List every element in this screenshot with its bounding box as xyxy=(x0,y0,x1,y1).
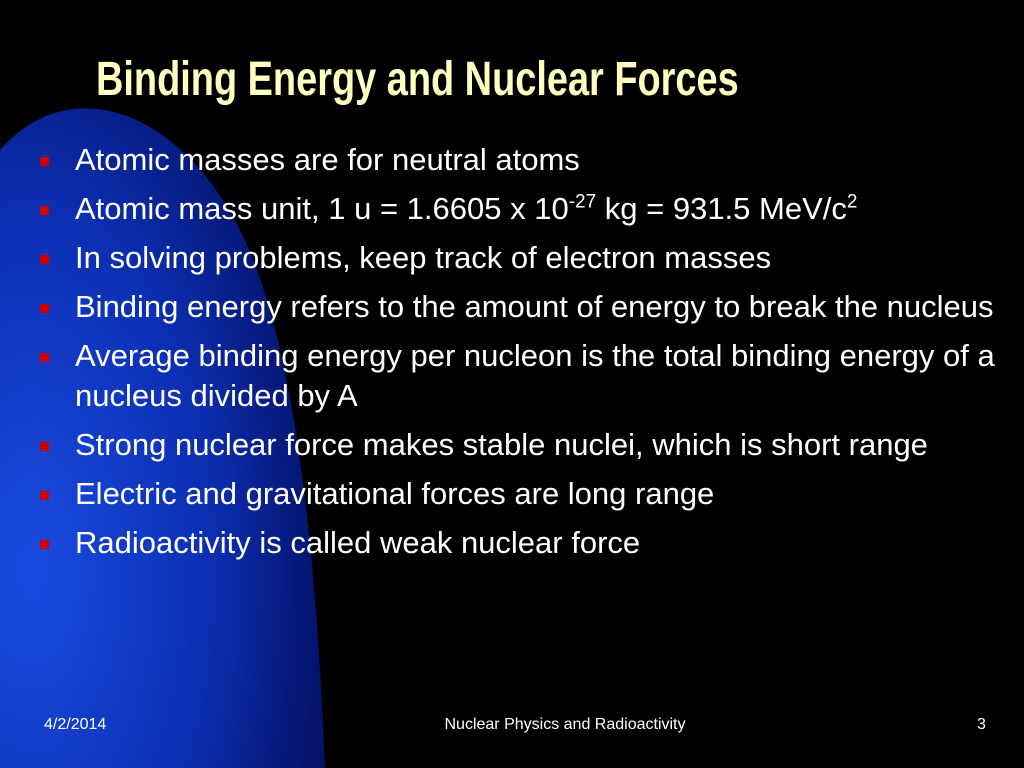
square-bullet-icon xyxy=(40,304,49,313)
bullet-item xyxy=(40,336,1024,416)
footer-title: Nuclear Physics and Radioactivity xyxy=(444,716,686,733)
bullet-item xyxy=(40,523,1024,563)
bullet-text: In solving problems, keep track of electron masses xyxy=(75,240,772,275)
bullet-item xyxy=(40,189,1024,229)
square-bullet-icon xyxy=(40,206,49,215)
exponent: 2 xyxy=(846,191,858,213)
bullet-item xyxy=(40,238,1024,278)
footer-date: 4/2/2014 xyxy=(44,716,107,733)
square-bullet-icon xyxy=(40,157,49,166)
bullet-text: Atomic masses are for neutral atoms xyxy=(75,142,580,177)
bullet-text-part: Atomic mass unit, 1 u = 1.6605 x 10 xyxy=(75,191,569,226)
bullet-list xyxy=(40,140,1024,572)
square-bullet-icon xyxy=(40,353,49,362)
bullet-text: Electric and gravitational forces are long range xyxy=(75,476,715,511)
exponent: -27 xyxy=(568,191,597,213)
page-number: 3 xyxy=(977,716,986,733)
bullet-text xyxy=(75,191,857,226)
bullet-text: Binding energy refers to the amount of energy to break the nucleus xyxy=(75,289,994,324)
bullet-text: Radioactivity is called weak nuclear force xyxy=(75,525,641,560)
bullet-item xyxy=(40,140,1024,180)
square-bullet-icon xyxy=(40,442,49,451)
slide-title: Binding Energy and Nuclear Forces xyxy=(96,53,739,106)
bullet-text-part: kg = 931.5 MeV/c xyxy=(596,191,847,226)
bullet-text: Average binding energy per nucleon is the total binding energy of a nucleus divided by A xyxy=(75,338,995,413)
square-bullet-icon xyxy=(40,255,49,264)
square-bullet-icon xyxy=(40,540,49,549)
bullet-item xyxy=(40,474,1024,514)
bullet-item xyxy=(40,425,1024,465)
bullet-text: Strong nuclear force makes stable nuclei, which is short range xyxy=(75,427,928,462)
bullet-item xyxy=(40,287,1024,327)
square-bullet-icon xyxy=(40,491,49,500)
